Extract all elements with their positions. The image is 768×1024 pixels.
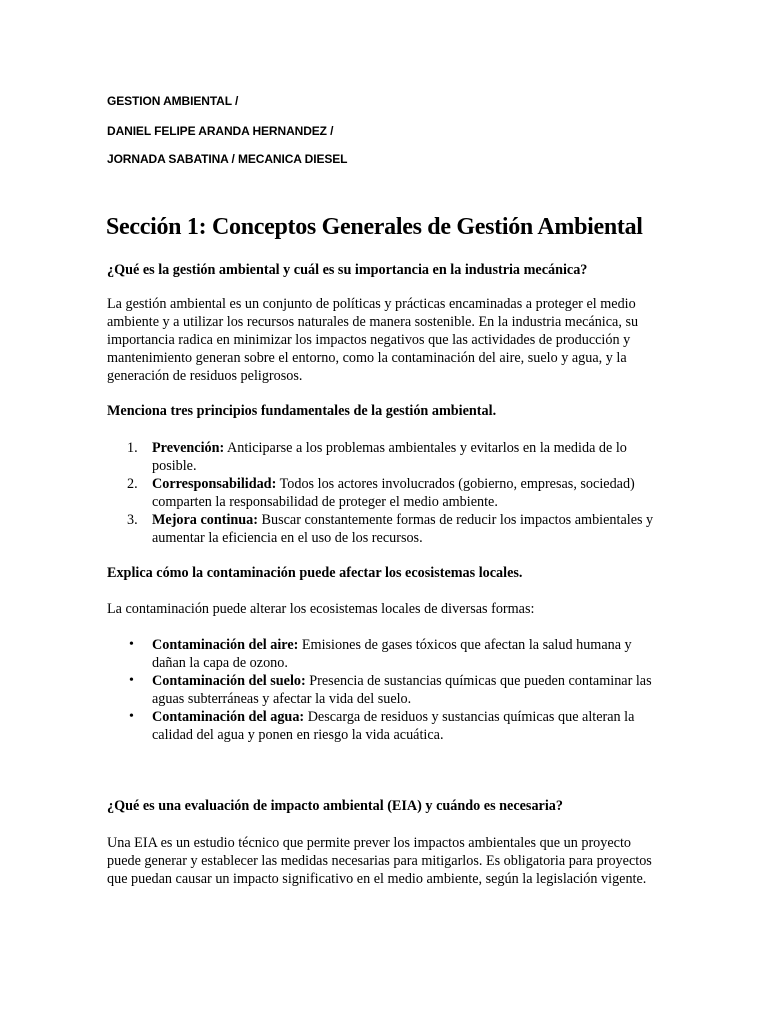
list-text: Descarga de residuos y sustancias químicas que alteran la calidad del agua y ponen en riesgo la vida acuática. (152, 709, 635, 743)
list-item (107, 708, 667, 744)
header-author: DANIEL FELIPE ARANDA HERNANDEZ / (107, 124, 334, 138)
list-term: Corresponsabilidad: (152, 476, 277, 492)
list-number: 1. (127, 440, 138, 456)
list-text: Presencia de sustancias químicas que pueden contaminar las aguas subterráneas y afectar la vida del suelo. (152, 673, 652, 707)
answer-3-intro: La contaminación puede alterar los ecosistemas locales de diversas formas: (107, 601, 535, 617)
question-3: Explica cómo la contaminación puede afectar los ecosistemas locales. (107, 565, 523, 581)
list-item (107, 439, 667, 475)
question-2: Menciona tres principios fundamentales de la gestión ambiental. (107, 403, 497, 419)
bullet-icon: • (129, 673, 134, 688)
list-text: Anticiparse a los problemas ambientales y evitarlos en la medida de lo posible. (152, 440, 627, 474)
list-item (107, 636, 667, 672)
bullet-icon: • (129, 709, 134, 724)
list-term: Contaminación del agua: (152, 709, 305, 725)
list-text: Todos los actores involucrados (gobierno, empresas, sociedad) comparten la responsabilidad de proteger el medio ambiente. (152, 476, 635, 510)
principles-list (107, 439, 667, 547)
list-item (107, 511, 667, 547)
bullet-icon: • (129, 637, 134, 652)
list-term: Prevención: (152, 440, 225, 456)
answer-4: Una EIA es un estudio técnico que permite prever los impactos ambientales que un proyecto puede generar y establecer las medidas necesarias para mitigarlos. Es obligatoria para proyectos que puedan causar un impacto significativo en el medio ambiente, según la legislación vigente. (107, 835, 652, 887)
question-4: ¿Qué es una evaluación de impacto ambiental (EIA) y cuándo es necesaria? (107, 798, 563, 814)
header-subject: GESTION AMBIENTAL / (107, 94, 239, 108)
list-text: Buscar constantemente formas de reducir los impactos ambientales y aumentar la eficiencia en el uso de los recursos. (152, 512, 654, 546)
list-term: Contaminación del aire: (152, 637, 299, 653)
pollution-list (107, 636, 667, 744)
list-item (107, 475, 667, 511)
list-number: 2. (127, 476, 138, 492)
list-text: Emisiones de gases tóxicos que afectan la salud humana y dañan la capa de ozono. (152, 637, 632, 671)
list-number: 3. (127, 512, 138, 528)
list-term: Contaminación del suelo: (152, 673, 306, 689)
list-item (107, 672, 667, 708)
header-schedule: JORNADA SABATINA / MECANICA DIESEL (107, 152, 348, 166)
answer-1: La gestión ambiental es un conjunto de políticas y prácticas encaminadas a proteger el medio ambiente y a utilizar los recursos naturales de manera sostenible. En la industria mecánica, su importancia radica en minimizar los impactos negativos que las actividades de producción y mantenimiento generan sobre el entorno, como la contaminación del aire, suelo y agua, y la generación de residuos peligrosos. (107, 296, 639, 384)
list-term: Mejora continua: (152, 512, 258, 528)
question-1: ¿Qué es la gestión ambiental y cuál es su importancia en la industria mecánica? (107, 262, 588, 278)
section-title: Sección 1: Conceptos Generales de Gestión Ambiental (106, 214, 643, 240)
